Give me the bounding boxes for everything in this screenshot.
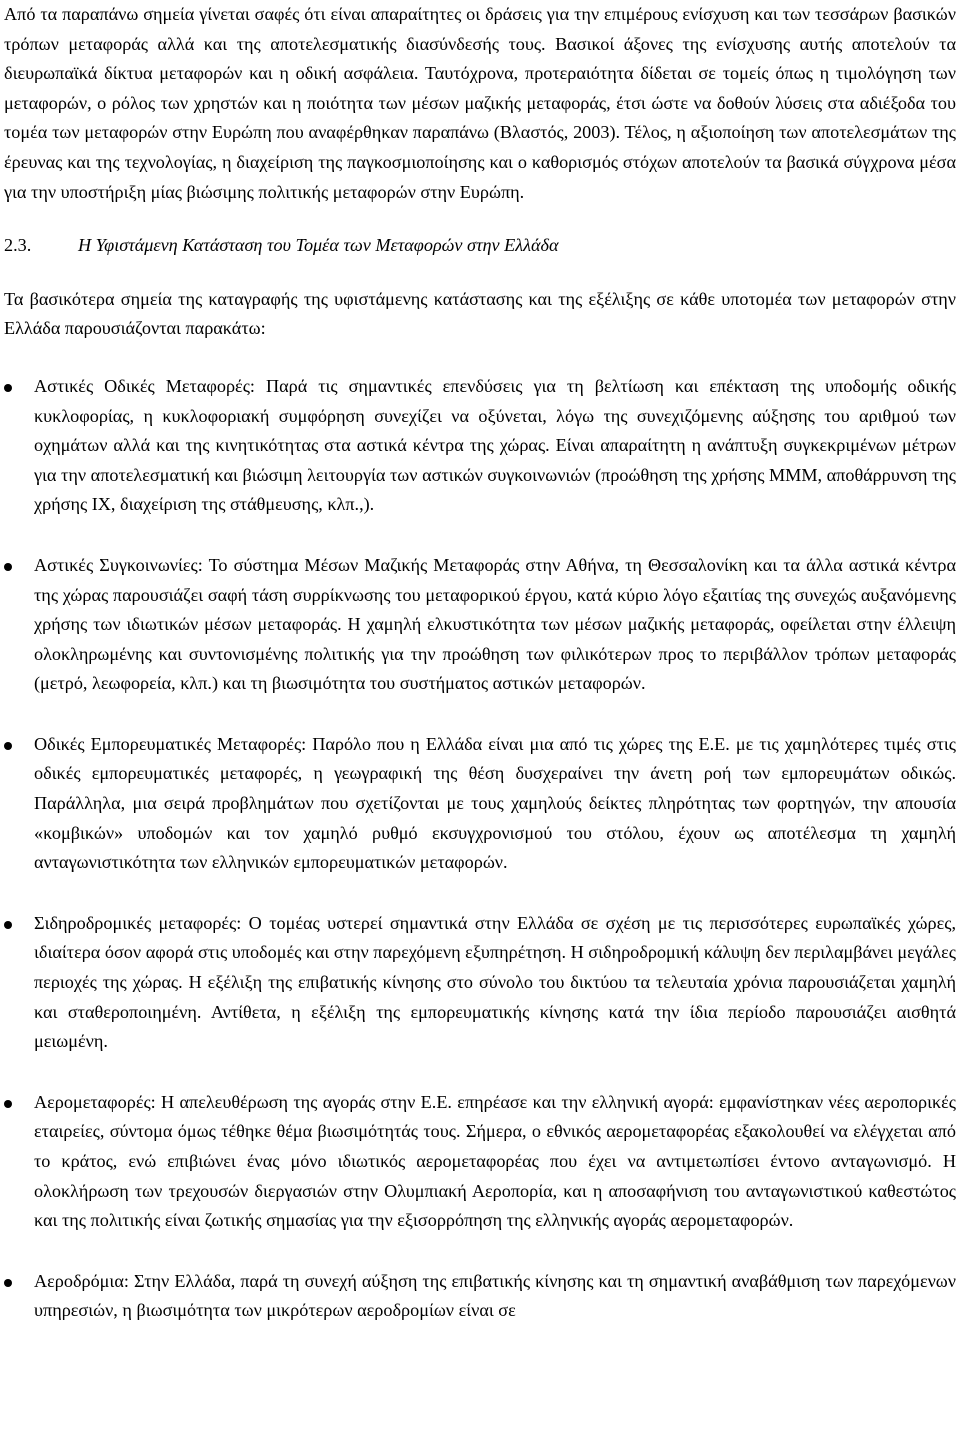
bullet-dot-icon [4,921,12,929]
section-heading [0,231,960,261]
bullet-urban-road [0,372,960,520]
bullet-dot-icon [4,1279,12,1287]
section-title: Η Υφιστάμενη Κατάσταση του Τομέα των Μεταφορών στην Ελλάδα [78,235,559,256]
bullet-text: Οδικές Εμπορευματικές Μεταφορές: Παρόλο που η Ελλάδα είναι μια από τις χώρες της Ε.Ε. με τις χαμηλότερες τιμές στις οδικές εμπορευματικές μεταφορές, η γεωγραφική της θέση δυσχεραίνει την άνετη ροή των εμπορευμάτων οδικώς. Παράλληλα, μια σειρά προβλημάτων που σχετίζονται με τους χαμηλούς δείκτες πληρότητας των φορτηγών, την απουσία «κομβικών» υποδομών και τον χαμηλό ρυθμό εκσυγχρονισμού του στόλου, έχουν ως αποτέλεσμα τη χαμηλή ανταγωνιστικότητα των ελληνικών εμπορευματικών μεταφορών. [34,733,956,873]
bullet-text: Αεροδρόμια: Στην Ελλάδα, παρά τη συνεχή αύξηση της επιβατικής κίνησης και τη σημαντική αναβάθμιση των παρεχόμενων υπηρεσιών, η βιωσιμότητα των μικρότερων αεροδρομίων είναι σε [34,1270,956,1321]
bullet-dot-icon [4,384,12,392]
bullet-list [0,372,960,1326]
bullet-text: Αστικές Συγκοινωνίες: Το σύστημα Μέσων Μαζικής Μεταφοράς στην Αθήνα, τη Θεσσαλονίκη και τα άλλα αστικά κέντρα της χώρας παρουσιάζει σαφή τάση συρρίκνωσης του μεταφορικού έργου, κατά κύριο λόγο εξαιτίας της συνεχώς αυξανόμενης χρήσης των ιδιωτικών μέσων μεταφοράς. Η χαμηλή ελκυστικότητα των μέσων μαζικής μεταφοράς, οφείλεται στην έλλειψη ολοκληρωμένης και συντονισμένης πολιτικής για την προώθηση των φιλικότερων προς το περιβάλλον τρόπων μεταφοράς (μετρό, λεωφορεία, κλπ.) και τη βιωσιμότητα του συστήματος αστικών μεταφορών. [34,554,956,694]
bullet-dot-icon [4,1100,12,1108]
bullet-text: Αστικές Οδικές Μεταφορές: Παρά τις σημαντικές επενδύσεις για τη βελτίωση και επέκταση της υποδομής οδικής κυκλοφορίας, η κυκλοφοριακή συμφόρηση συνεχίζει να οξύνεται, λόγω της συνεχιζόμενης αύξησης του αριθμού των οχημάτων αλλά και της κινητικότητας στα αστικά κέντρα της χώρας. Είναι απαραίτητη η ανάπτυξη συγκεκριμένων μέτρων για την αποτελεσματική και βιώσιμη λειτουργία των αστικών συγκοινωνιών (προώθηση της χρήσης ΜΜΜ, αποθάρρυνση της χρήσης ΙΧ, διαχείριση της στάθμευσης, κλπ.,). [34,375,956,515]
bullet-road-freight [0,730,960,878]
bullet-dot-icon [4,563,12,571]
bullet-air-transport [0,1088,960,1236]
bullet-urban-transit [0,551,960,699]
lead-paragraph: Τα βασικότερα σημεία της καταγραφής της υφιστάμενης κατάστασης και της εξέλιξης σε κάθε υποτομέα των μεταφορών στην Ελλάδα παρουσιάζονται παρακάτω: [4,288,956,339]
bullet-text: Σιδηροδρομικές μεταφορές: Ο τομέας υστερεί σημαντικά στην Ελλάδα σε σχέση με τις περισσότερες ευρωπαϊκές χώρες, ιδιαίτερα όσον αφορά στις υποδομές και στην παρεχόμενη εξυπηρέτηση. Η σιδηροδρομική κάλυψη δεν περιλαμβάνει μεγάλες περιοχές της χώρας. Η εξέλιξη της επιβατικής κίνησης στο σύνολο του δικτύου τα τελευταία χρόνια παρουσιάζεται χαμηλή και σταθεροποιημένη. Αντίθετα, η εξέλιξη της εμπορευματικής κίνησης κατά την ίδια περίοδο παρουσιάζει αισθητά μειωμένη. [34,912,956,1052]
bullet-airports [0,1267,960,1326]
bullet-text: Αερομεταφορές: Η απελευθέρωση της αγοράς στην Ε.Ε. επηρέασε και την ελληνική αγορά: εμφανίστηκαν νέες αεροπορικές εταιρείες, σύντομα όμως τέθηκε θέμα βιωσιμότητάς τους. Σήμερα, ο εθνικός αερομεταφορέας εξακολουθεί να ελέγχεται από το κράτος, ενώ επιβιώνει ένας μόνο ιδιωτικός αερομεταφορέας που έχει να αντιμετωπίσει έντονο ανταγωνισμό. Η ολοκλήρωση των τρεχουσών διεργασιών στην Ολυμπιακή Αεροπορία, και η αποσαφήνιση του ανταγωνιστικού καθεστώτος και της πολιτικής είναι ζωτικής σημασίας για την εξισορρόπηση της ελληνικής αγοράς αερομεταφορών. [34,1091,956,1231]
bullet-rail [0,909,960,1057]
section-number: 2.3. [4,235,32,256]
bullet-dot-icon [4,742,12,750]
intro-paragraph: Από τα παραπάνω σημεία γίνεται σαφές ότι είναι απαραίτητες οι δράσεις για την επιμέρους ενίσχυση και των τεσσάρων βασικών τρόπων μεταφοράς αλλά και της αποτελεσματικής διασύνδεσής τους. Βασικοί άξονες της ενίσχυσης αυτής αποτελούν τα διευρωπαϊκά δίκτυα μεταφορών και η οδική ασφάλεια. Ταυτόχρονα, προτεραιότητα δίδεται σε τομείς όπως η τιμολόγηση των μεταφορών, ο ρόλος των χρηστών και η ποιότητα των μέσων μαζικής μεταφοράς, έτσι ώστε να δοθούν λύσεις στα αδιέξοδα του τομέα των μεταφορών στην Ευρώπη που αναφέρθηκαν παραπάνω (Βλαστός, 2003). Τέλος, η αξιοποίηση των αποτελεσμάτων της έρευνας και της τεχνολογίας, η διαχείριση της παγκοσμιοποίησης και ο καθορισμός στόχων αποτελούν τα βασικά σύγχρονα μέσα για την υποστήριξη μίας βιώσιμης πολιτικής μεταφορών στην Ευρώπη. [4,4,956,202]
